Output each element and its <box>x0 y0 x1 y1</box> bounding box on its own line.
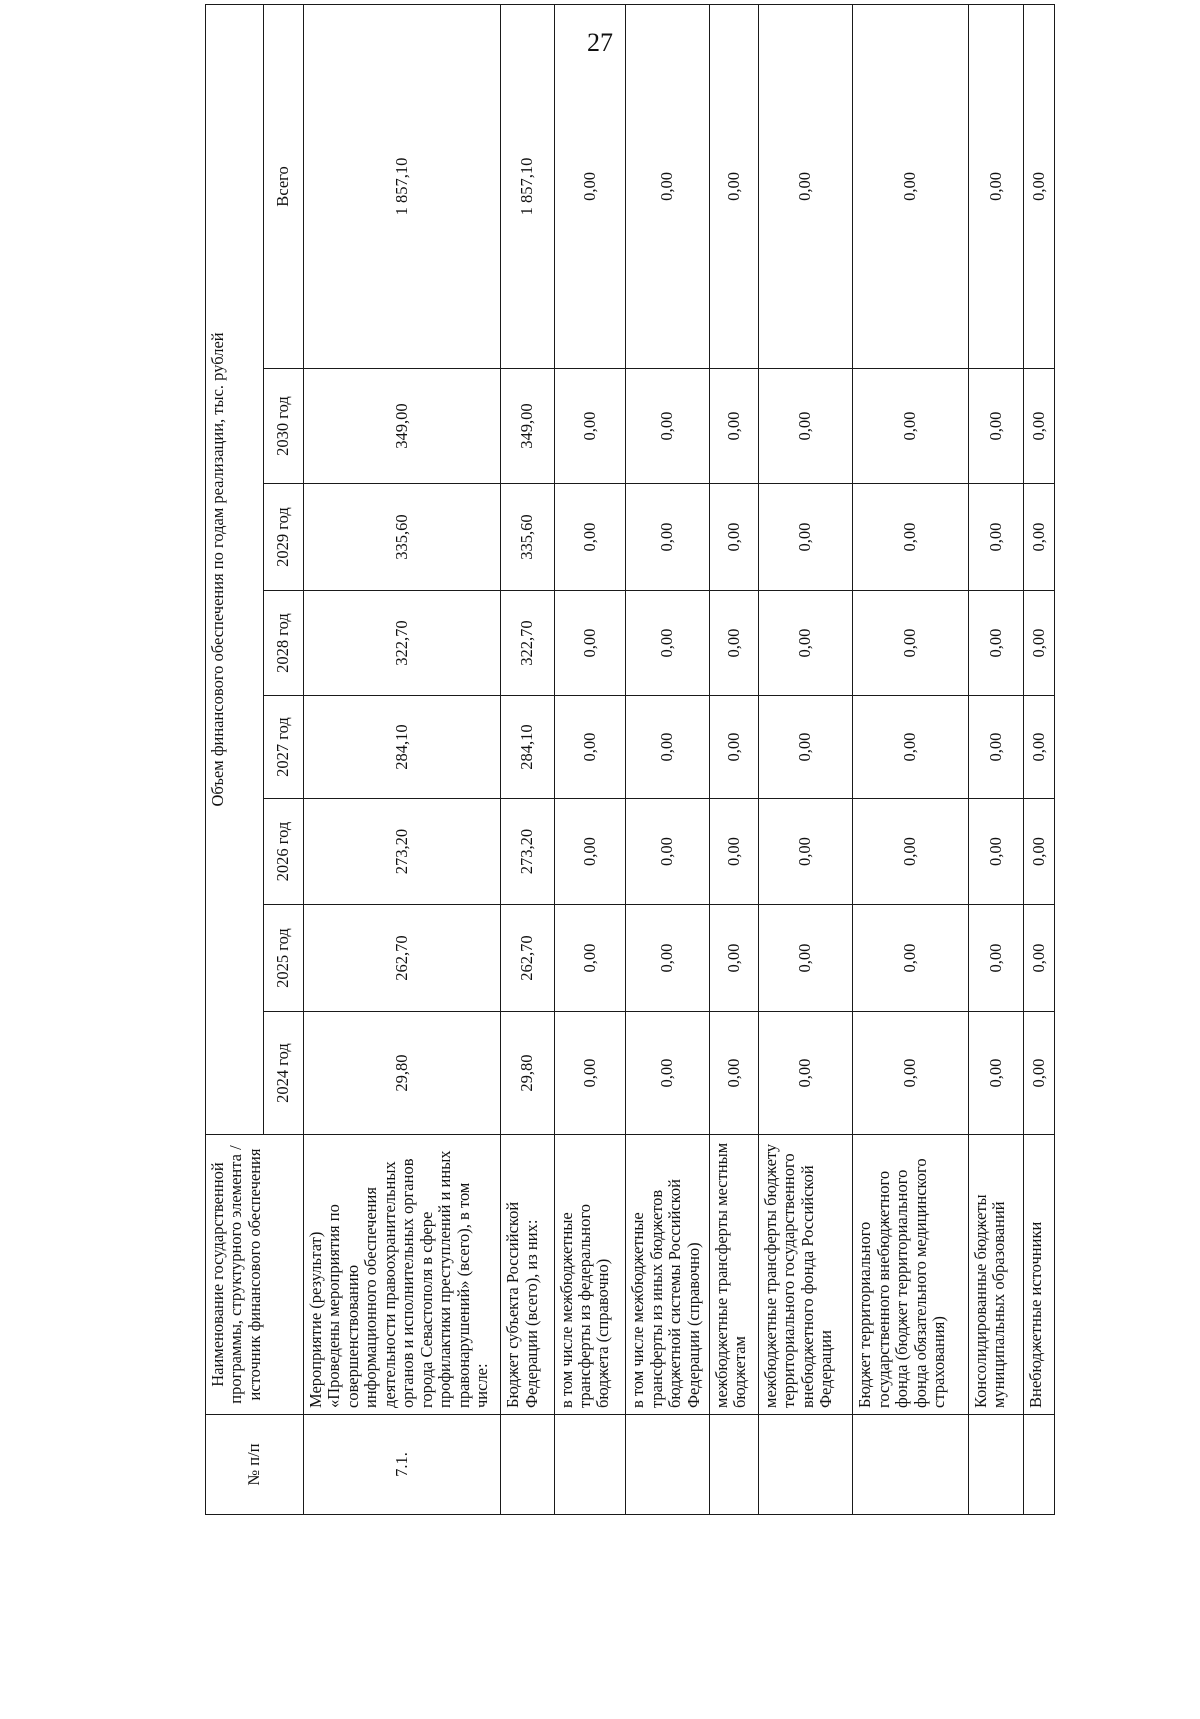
header-year: 2026 год <box>264 799 304 905</box>
value-cell: 0,00 <box>1024 905 1055 1012</box>
total-cell: 0,00 <box>1024 4 1055 368</box>
row-num: 7.1. <box>304 1415 501 1515</box>
value-cell: 0,00 <box>968 369 1024 484</box>
value-cell: 262,70 <box>501 905 554 1012</box>
value-cell: 0,00 <box>853 1012 968 1135</box>
rotated-page-content <box>205 105 1055 1515</box>
table-row <box>554 4 626 1514</box>
value-cell: 0,00 <box>853 799 968 905</box>
value-cell: 29,80 <box>501 1012 554 1135</box>
total-cell: 0,00 <box>554 4 626 368</box>
header-num: № п/п <box>206 1415 304 1515</box>
value-cell: 284,10 <box>304 696 501 799</box>
row-name: Бюджет территориального государственного внебюджетного фонда (бюджет территориального фонда обязательного медицинского страхования) <box>853 1135 968 1415</box>
row-num <box>853 1415 968 1515</box>
table-row <box>1024 4 1055 1514</box>
value-cell: 0,00 <box>709 369 758 484</box>
total-cell: 0,00 <box>626 4 709 368</box>
total-cell: 0,00 <box>853 4 968 368</box>
table-row <box>853 4 968 1514</box>
value-cell: 0,00 <box>758 905 853 1012</box>
row-num <box>709 1415 758 1515</box>
row-num <box>626 1415 709 1515</box>
value-cell: 0,00 <box>626 905 709 1012</box>
row-name: межбюджетные трансферты бюджету территориального государственного внебюджетного фонда Российской Федерации <box>758 1135 853 1415</box>
table-row <box>626 4 709 1514</box>
row-name: в том числе межбюджетные трансферты из федерального бюджета (справочно) <box>554 1135 626 1415</box>
value-cell: 29,80 <box>304 1012 501 1135</box>
value-cell: 0,00 <box>1024 799 1055 905</box>
value-cell: 0,00 <box>709 799 758 905</box>
value-cell: 273,20 <box>304 799 501 905</box>
value-cell: 0,00 <box>709 591 758 696</box>
header-year: 2024 год <box>264 1012 304 1135</box>
value-cell: 0,00 <box>968 484 1024 591</box>
value-cell: 0,00 <box>626 799 709 905</box>
value-cell: 0,00 <box>758 1012 853 1135</box>
value-cell: 0,00 <box>709 484 758 591</box>
value-cell: 0,00 <box>554 905 626 1012</box>
value-cell: 273,20 <box>501 799 554 905</box>
value-cell: 322,70 <box>304 591 501 696</box>
value-cell: 322,70 <box>501 591 554 696</box>
value-cell: 0,00 <box>758 696 853 799</box>
value-cell: 284,10 <box>501 696 554 799</box>
value-cell: 0,00 <box>853 484 968 591</box>
table-row <box>758 4 853 1514</box>
table-row <box>501 4 554 1514</box>
row-name: Мероприятие (результат) «Проведены мероприятия по совершенствованию информационного обеспечения деятельности правоохранительных органов и исполнительных органов города Севастополя в сфере профилактики преступлений и иных правонарушений» (всего), в том числе: <box>304 1135 501 1415</box>
header-name: Наименование государственной программы, структурного элемента / источник финансового обеспечения <box>206 1135 304 1415</box>
row-name: в том числе межбюджетные трансферты из иных бюджетов бюджетной системы Российской Федерации (справочно) <box>626 1135 709 1415</box>
value-cell: 349,00 <box>501 369 554 484</box>
value-cell: 0,00 <box>554 484 626 591</box>
total-cell: 0,00 <box>968 4 1024 368</box>
value-cell: 349,00 <box>304 369 501 484</box>
value-cell: 0,00 <box>853 369 968 484</box>
value-cell: 0,00 <box>968 1012 1024 1135</box>
financing-table <box>205 4 1055 1515</box>
header-year: 2030 год <box>264 369 304 484</box>
value-cell: 0,00 <box>1024 696 1055 799</box>
value-cell: 0,00 <box>853 905 968 1012</box>
value-cell: 0,00 <box>709 905 758 1012</box>
total-cell: 0,00 <box>709 4 758 368</box>
total-cell: 0,00 <box>758 4 853 368</box>
value-cell: 0,00 <box>968 905 1024 1012</box>
value-cell: 0,00 <box>554 369 626 484</box>
value-cell: 0,00 <box>709 696 758 799</box>
page-number: 27 <box>587 28 613 57</box>
value-cell: 0,00 <box>1024 484 1055 591</box>
value-cell: 0,00 <box>758 591 853 696</box>
total-cell: 1 857,10 <box>501 4 554 368</box>
row-num <box>1024 1415 1055 1515</box>
value-cell: 0,00 <box>626 696 709 799</box>
total-cell: 1 857,10 <box>304 4 501 368</box>
value-cell: 0,00 <box>758 799 853 905</box>
header-year: 2027 год <box>264 696 304 799</box>
row-num <box>968 1415 1024 1515</box>
value-cell: 0,00 <box>758 369 853 484</box>
value-cell: 0,00 <box>554 696 626 799</box>
value-cell: 0,00 <box>853 591 968 696</box>
value-cell: 0,00 <box>626 1012 709 1135</box>
value-cell: 0,00 <box>709 1012 758 1135</box>
value-cell: 0,00 <box>853 696 968 799</box>
header-volume-group: Объем финансового обеспечения по годам реализации, тыс. рублей <box>206 4 264 1134</box>
value-cell: 0,00 <box>626 484 709 591</box>
row-name: Консолидированные бюджеты муниципальных образований <box>968 1135 1024 1415</box>
value-cell: 0,00 <box>1024 591 1055 696</box>
row-num <box>554 1415 626 1515</box>
header-year: 2028 год <box>264 591 304 696</box>
value-cell: 335,60 <box>304 484 501 591</box>
row-num <box>758 1415 853 1515</box>
value-cell: 335,60 <box>501 484 554 591</box>
value-cell: 0,00 <box>626 369 709 484</box>
value-cell: 0,00 <box>554 1012 626 1135</box>
header-total: Всего <box>264 4 304 368</box>
value-cell: 262,70 <box>304 905 501 1012</box>
row-name: межбюджетные трансферты местным бюджетам <box>709 1135 758 1415</box>
table-row <box>304 4 501 1514</box>
value-cell: 0,00 <box>758 484 853 591</box>
value-cell: 0,00 <box>554 591 626 696</box>
value-cell: 0,00 <box>626 591 709 696</box>
header-year: 2029 год <box>264 484 304 591</box>
value-cell: 0,00 <box>554 799 626 905</box>
value-cell: 0,00 <box>1024 1012 1055 1135</box>
value-cell: 0,00 <box>968 591 1024 696</box>
row-name: Бюджет субъекта Российской Федерации (всего), из них: <box>501 1135 554 1415</box>
header-year: 2025 год <box>264 905 304 1012</box>
row-num <box>501 1415 554 1515</box>
value-cell: 0,00 <box>968 696 1024 799</box>
table-row <box>709 4 758 1514</box>
table-row <box>968 4 1024 1514</box>
table-header-row <box>206 4 264 1514</box>
row-name: Внебюджетные источники <box>1024 1135 1055 1415</box>
value-cell: 0,00 <box>1024 369 1055 484</box>
value-cell: 0,00 <box>968 799 1024 905</box>
